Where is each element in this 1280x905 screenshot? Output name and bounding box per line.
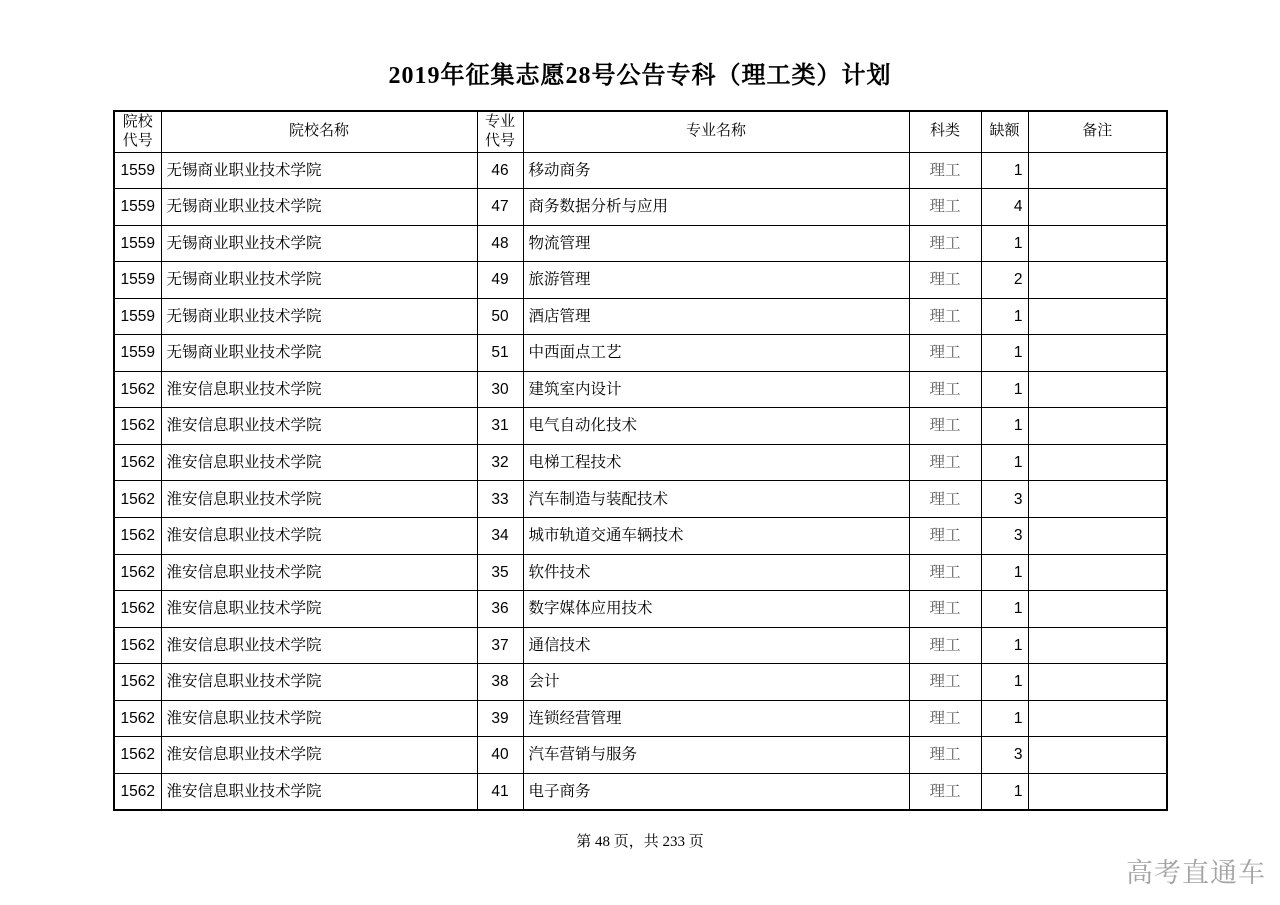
vacancy-cell: 3 [981, 737, 1028, 774]
college-code-cell: 1559 [114, 335, 161, 372]
table-row [114, 335, 1167, 372]
college-name-cell: 淮安信息职业技术学院 [161, 408, 477, 445]
table-row [114, 773, 1167, 810]
category-cell: 理工 [909, 408, 981, 445]
remark-cell [1028, 737, 1167, 774]
major-name-cell: 酒店管理 [523, 298, 909, 335]
table-row [114, 262, 1167, 299]
remark-cell [1028, 481, 1167, 518]
vacancy-cell: 1 [981, 152, 1028, 189]
college-code-cell: 1562 [114, 481, 161, 518]
major-name-cell: 汽车营销与服务 [523, 737, 909, 774]
college-code-cell: 1562 [114, 444, 161, 481]
major-name-cell: 旅游管理 [523, 262, 909, 299]
college-name-cell: 淮安信息职业技术学院 [161, 554, 477, 591]
category-cell: 理工 [909, 189, 981, 226]
college-code-cell: 1562 [114, 737, 161, 774]
major-name-cell: 数字媒体应用技术 [523, 591, 909, 628]
major-code-cell: 37 [477, 627, 523, 664]
remark-cell [1028, 773, 1167, 810]
remark-cell [1028, 627, 1167, 664]
major-code-cell: 50 [477, 298, 523, 335]
vacancy-cell: 1 [981, 225, 1028, 262]
table-row [114, 700, 1167, 737]
college-name-cell: 无锡商业职业技术学院 [161, 152, 477, 189]
table-row [114, 737, 1167, 774]
college-code-cell: 1562 [114, 554, 161, 591]
header-remark: 备注 [1028, 111, 1167, 152]
college-name-cell: 淮安信息职业技术学院 [161, 627, 477, 664]
table-row [114, 517, 1167, 554]
category-cell: 理工 [909, 444, 981, 481]
plan-table [113, 110, 1168, 811]
category-cell: 理工 [909, 262, 981, 299]
category-cell: 理工 [909, 298, 981, 335]
college-code-cell: 1559 [114, 298, 161, 335]
college-code-cell: 1559 [114, 262, 161, 299]
table-row [114, 152, 1167, 189]
major-name-cell: 商务数据分析与应用 [523, 189, 909, 226]
table-row [114, 298, 1167, 335]
table-row [114, 225, 1167, 262]
college-code-cell: 1562 [114, 371, 161, 408]
category-cell: 理工 [909, 627, 981, 664]
table-row [114, 189, 1167, 226]
major-name-cell: 城市轨道交通车辆技术 [523, 517, 909, 554]
table-row [114, 371, 1167, 408]
major-name-cell: 通信技术 [523, 627, 909, 664]
college-code-cell: 1562 [114, 664, 161, 701]
college-name-cell: 淮安信息职业技术学院 [161, 444, 477, 481]
college-code-cell: 1562 [114, 773, 161, 810]
major-code-cell: 48 [477, 225, 523, 262]
header-category: 科类 [909, 111, 981, 152]
college-code-cell: 1559 [114, 152, 161, 189]
major-name-cell: 会计 [523, 664, 909, 701]
header-vacancy: 缺额 [981, 111, 1028, 152]
header-college-name: 院校名称 [161, 111, 477, 152]
remark-cell [1028, 225, 1167, 262]
major-code-cell: 33 [477, 481, 523, 518]
college-name-cell: 无锡商业职业技术学院 [161, 298, 477, 335]
major-name-cell: 中西面点工艺 [523, 335, 909, 372]
major-code-cell: 32 [477, 444, 523, 481]
vacancy-cell: 4 [981, 189, 1028, 226]
remark-cell [1028, 298, 1167, 335]
vacancy-cell: 1 [981, 627, 1028, 664]
college-name-cell: 淮安信息职业技术学院 [161, 700, 477, 737]
college-code-cell: 1562 [114, 700, 161, 737]
category-cell: 理工 [909, 773, 981, 810]
major-code-cell: 46 [477, 152, 523, 189]
vacancy-cell: 1 [981, 700, 1028, 737]
major-name-cell: 移动商务 [523, 152, 909, 189]
page-footer: 第 48 页，共 233 页 [576, 834, 704, 850]
remark-cell [1028, 262, 1167, 299]
vacancy-cell: 1 [981, 664, 1028, 701]
category-cell: 理工 [909, 152, 981, 189]
category-cell: 理工 [909, 664, 981, 701]
vacancy-cell: 1 [981, 591, 1028, 628]
major-code-cell: 39 [477, 700, 523, 737]
college-code-cell: 1562 [114, 408, 161, 445]
vacancy-cell: 1 [981, 773, 1028, 810]
major-name-cell: 电子商务 [523, 773, 909, 810]
major-code-cell: 47 [477, 189, 523, 226]
table-row [114, 554, 1167, 591]
college-code-cell: 1562 [114, 517, 161, 554]
remark-cell [1028, 189, 1167, 226]
major-code-cell: 36 [477, 591, 523, 628]
vacancy-cell: 1 [981, 371, 1028, 408]
remark-cell [1028, 664, 1167, 701]
table-row [114, 444, 1167, 481]
major-code-cell: 41 [477, 773, 523, 810]
major-code-cell: 34 [477, 517, 523, 554]
table-row [114, 627, 1167, 664]
vacancy-cell: 3 [981, 517, 1028, 554]
watermark: 高考直通车 [1126, 858, 1266, 888]
college-code-cell: 1562 [114, 627, 161, 664]
college-name-cell: 淮安信息职业技术学院 [161, 517, 477, 554]
major-code-cell: 38 [477, 664, 523, 701]
college-name-cell: 无锡商业职业技术学院 [161, 262, 477, 299]
major-code-cell: 40 [477, 737, 523, 774]
major-name-cell: 电气自动化技术 [523, 408, 909, 445]
remark-cell [1028, 371, 1167, 408]
vacancy-cell: 2 [981, 262, 1028, 299]
vacancy-cell: 3 [981, 481, 1028, 518]
major-code-cell: 49 [477, 262, 523, 299]
remark-cell [1028, 554, 1167, 591]
major-code-cell: 51 [477, 335, 523, 372]
category-cell: 理工 [909, 371, 981, 408]
remark-cell [1028, 335, 1167, 372]
page-title: 2019年征集志愿28号公告专科（理工类）计划 [388, 63, 892, 89]
college-name-cell: 无锡商业职业技术学院 [161, 189, 477, 226]
category-cell: 理工 [909, 700, 981, 737]
table-row [114, 481, 1167, 518]
college-code-cell: 1562 [114, 591, 161, 628]
header-major-name: 专业名称 [523, 111, 909, 152]
major-name-cell: 软件技术 [523, 554, 909, 591]
category-cell: 理工 [909, 335, 981, 372]
college-code-cell: 1559 [114, 225, 161, 262]
major-code-cell: 30 [477, 371, 523, 408]
category-cell: 理工 [909, 517, 981, 554]
table-row [114, 664, 1167, 701]
category-cell: 理工 [909, 225, 981, 262]
college-name-cell: 淮安信息职业技术学院 [161, 591, 477, 628]
major-name-cell: 物流管理 [523, 225, 909, 262]
college-name-cell: 淮安信息职业技术学院 [161, 371, 477, 408]
college-code-cell: 1559 [114, 189, 161, 226]
table-row [114, 591, 1167, 628]
vacancy-cell: 1 [981, 335, 1028, 372]
college-name-cell: 淮安信息职业技术学院 [161, 481, 477, 518]
college-name-cell: 无锡商业职业技术学院 [161, 225, 477, 262]
major-name-cell: 建筑室内设计 [523, 371, 909, 408]
college-name-cell: 无锡商业职业技术学院 [161, 335, 477, 372]
category-cell: 理工 [909, 737, 981, 774]
college-name-cell: 淮安信息职业技术学院 [161, 773, 477, 810]
category-cell: 理工 [909, 481, 981, 518]
major-name-cell: 电梯工程技术 [523, 444, 909, 481]
remark-cell [1028, 408, 1167, 445]
remark-cell [1028, 444, 1167, 481]
category-cell: 理工 [909, 554, 981, 591]
header-major-code: 专业代号 [477, 111, 523, 152]
table-header-row [114, 111, 1167, 152]
vacancy-cell: 1 [981, 408, 1028, 445]
major-name-cell: 连锁经营管理 [523, 700, 909, 737]
remark-cell [1028, 152, 1167, 189]
remark-cell [1028, 591, 1167, 628]
remark-cell [1028, 700, 1167, 737]
major-name-cell: 汽车制造与装配技术 [523, 481, 909, 518]
table-row [114, 408, 1167, 445]
vacancy-cell: 1 [981, 444, 1028, 481]
college-name-cell: 淮安信息职业技术学院 [161, 737, 477, 774]
vacancy-cell: 1 [981, 298, 1028, 335]
remark-cell [1028, 517, 1167, 554]
college-name-cell: 淮安信息职业技术学院 [161, 664, 477, 701]
major-code-cell: 35 [477, 554, 523, 591]
vacancy-cell: 1 [981, 554, 1028, 591]
major-code-cell: 31 [477, 408, 523, 445]
category-cell: 理工 [909, 591, 981, 628]
header-college-code: 院校代号 [114, 111, 161, 152]
